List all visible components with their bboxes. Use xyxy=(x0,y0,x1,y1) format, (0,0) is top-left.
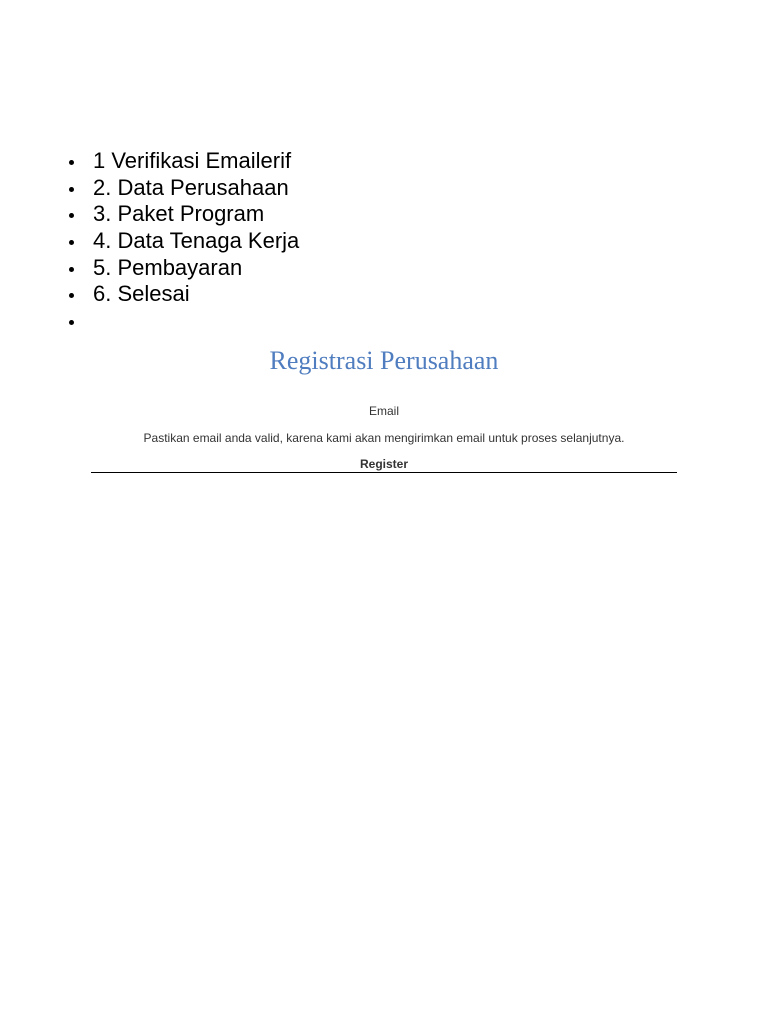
step-item-verifikasi-email xyxy=(64,148,299,175)
step-label: 4. Data Tenaga Kerja xyxy=(93,228,300,254)
divider xyxy=(91,472,677,473)
bullet-icon xyxy=(69,187,74,192)
bullet-icon xyxy=(69,240,74,245)
step-item-pembayaran xyxy=(64,255,299,282)
register-button[interactable]: Register xyxy=(359,457,409,471)
step-item-empty xyxy=(64,308,299,335)
bullet-icon xyxy=(69,320,74,325)
step-item-data-tenaga-kerja xyxy=(64,228,299,255)
step-label: 2. Data Perusahaan xyxy=(93,174,289,200)
step-label: 1 Verifikasi Emailerif xyxy=(93,148,292,173)
step-item-data-perusahaan xyxy=(64,175,299,202)
step-label: 6. Selesai xyxy=(93,281,190,307)
bullet-icon xyxy=(69,293,74,298)
step-item-selesai xyxy=(64,281,299,308)
bullet-icon xyxy=(69,267,74,272)
step-label: 3. Paket Program xyxy=(93,201,265,227)
registration-steps-list xyxy=(64,148,299,335)
bullet-icon xyxy=(69,160,74,165)
page-title: Registrasi Perusahaan xyxy=(269,346,499,375)
bullet-icon xyxy=(69,213,74,218)
step-item-paket-program xyxy=(64,201,299,228)
step-label: 5. Pembayaran xyxy=(93,254,243,280)
email-hint-text: Pastikan email anda valid, karena kami akan mengirimkan email untuk proses selanjutnya. xyxy=(143,431,625,445)
email-field-label: Email xyxy=(368,404,399,418)
